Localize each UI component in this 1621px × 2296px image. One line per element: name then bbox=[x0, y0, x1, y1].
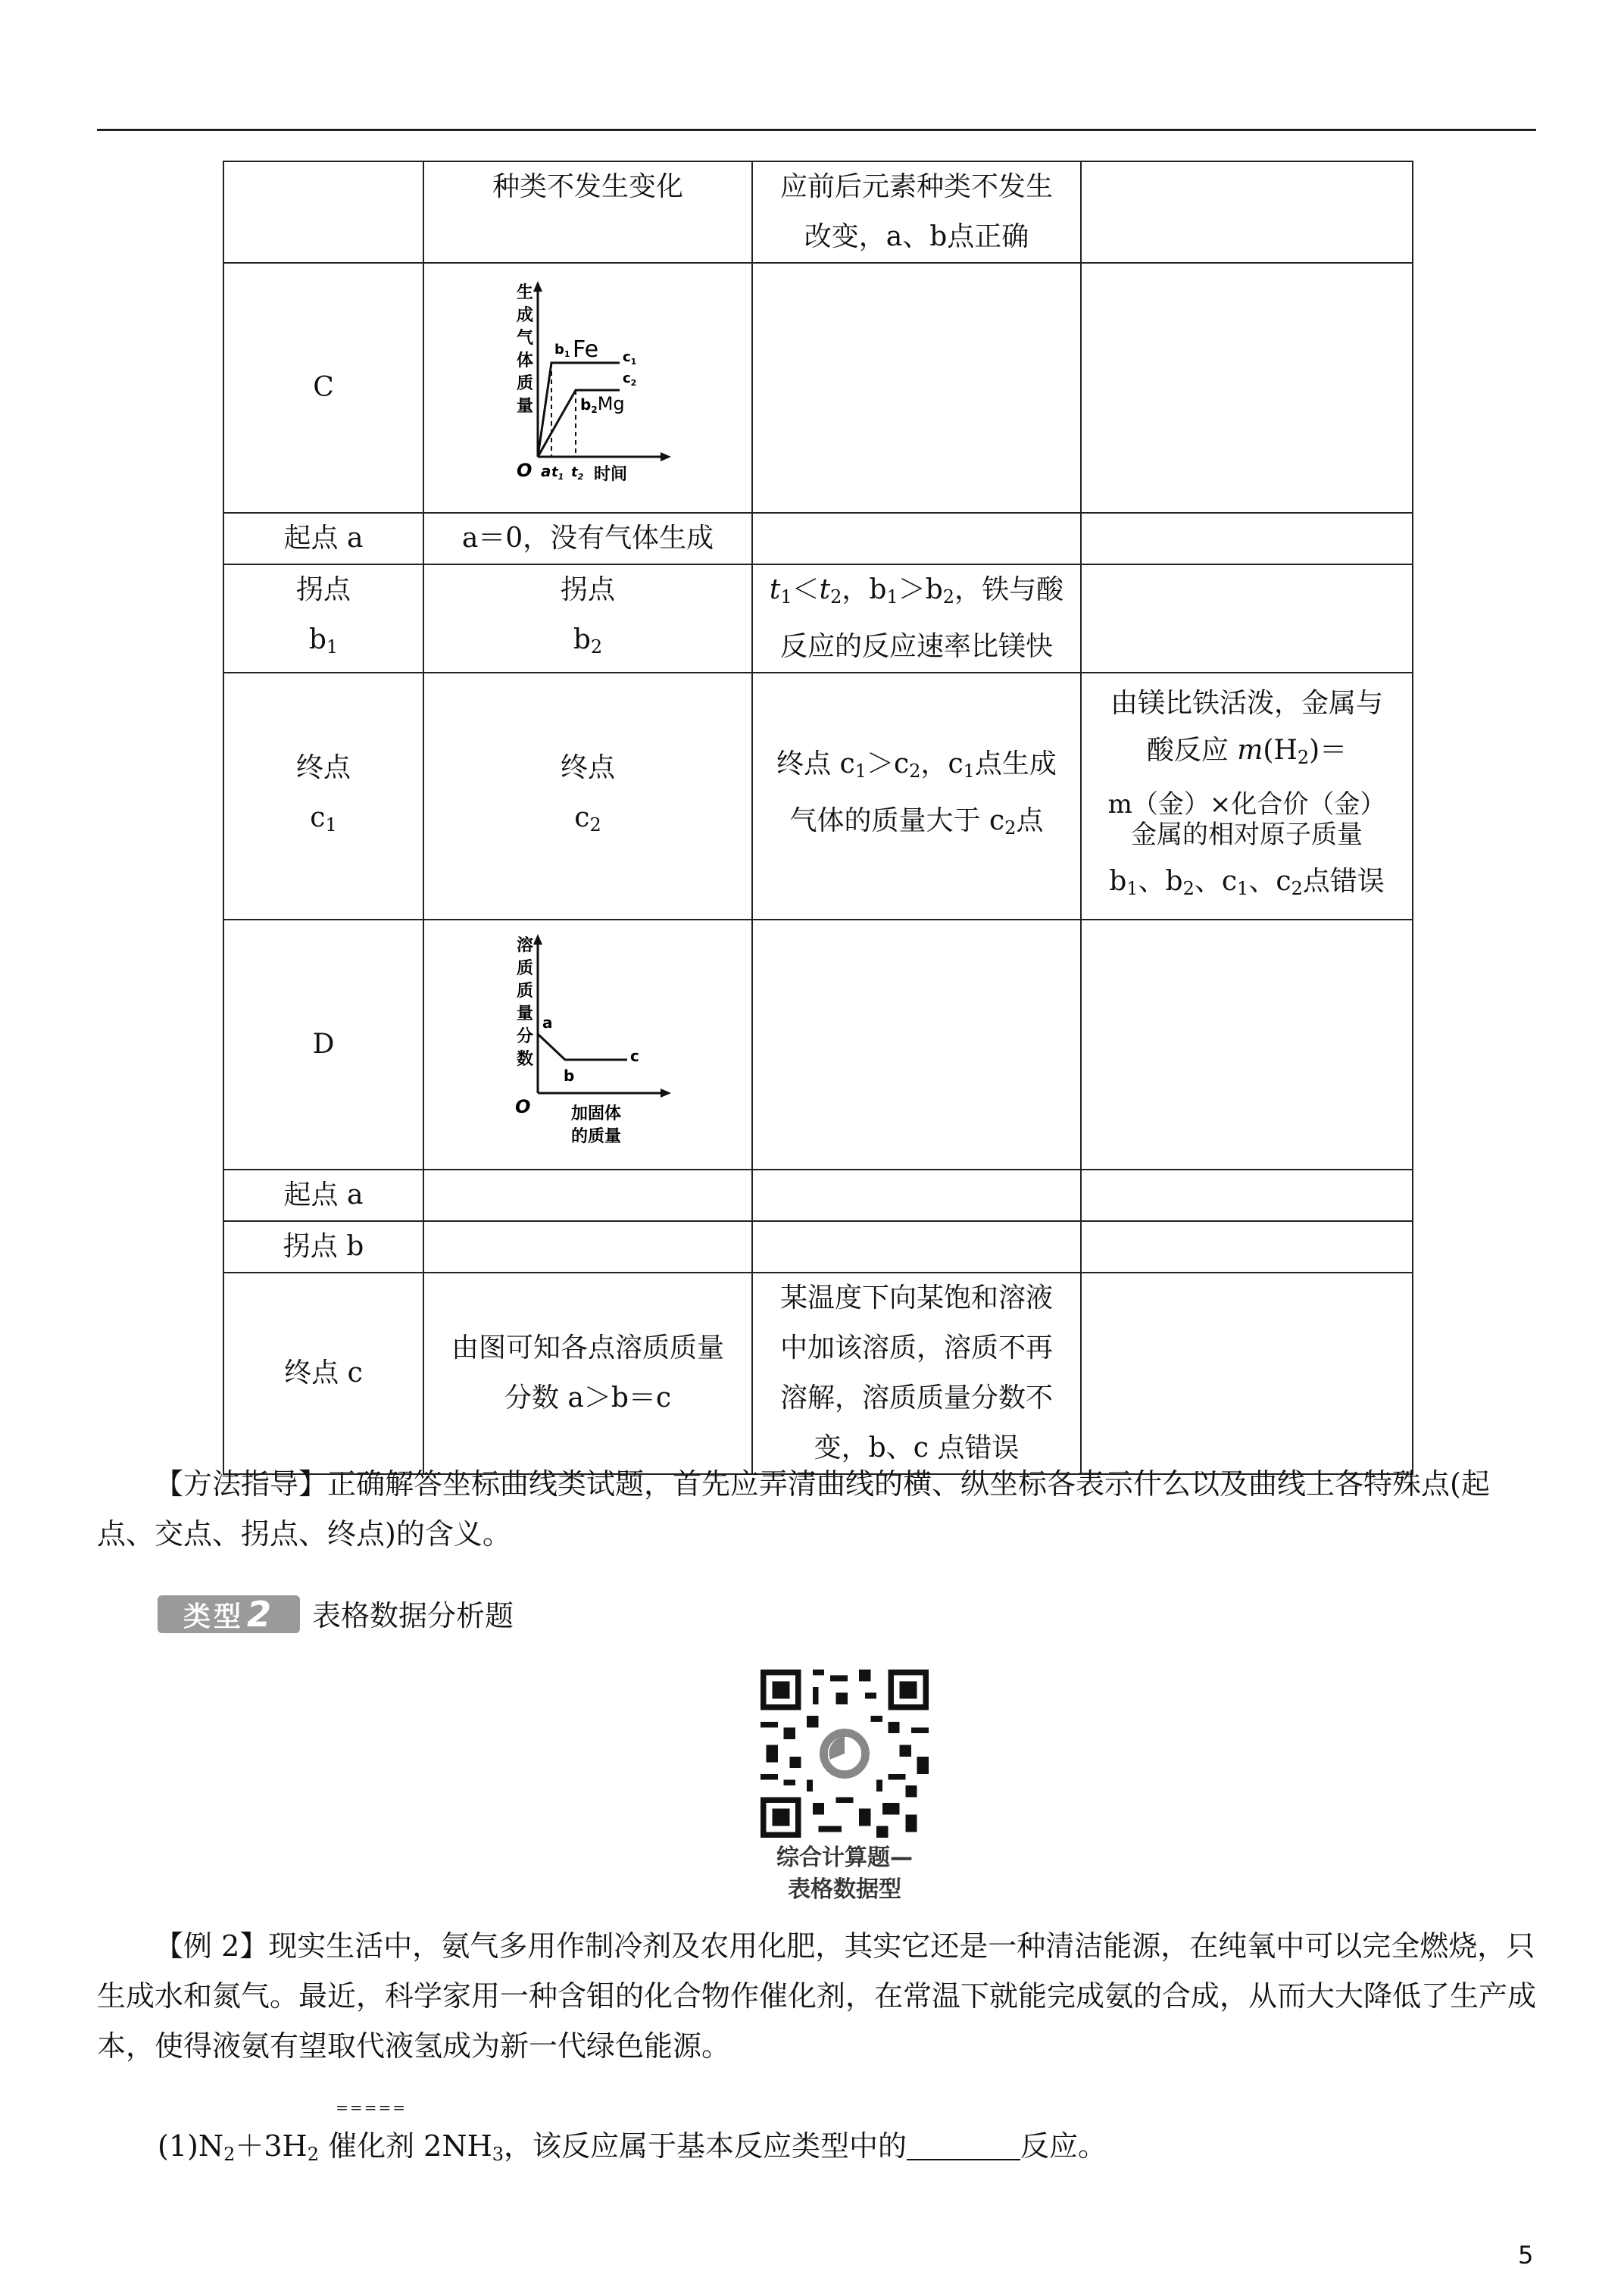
reaction-condition: ===== 催化剂 bbox=[328, 2098, 415, 2163]
x-axis-arrow bbox=[661, 452, 671, 461]
x-axis-arrow bbox=[661, 1089, 671, 1098]
fraction-denominator: 金属的相对原子质量 bbox=[1131, 820, 1363, 850]
table-row: 拐点 b bbox=[223, 1221, 1413, 1273]
table-row bbox=[223, 263, 1413, 513]
analysis-table bbox=[223, 161, 1413, 1475]
svg-text:质: 质 bbox=[517, 982, 534, 1001]
solute-fraction-graph bbox=[497, 931, 679, 1158]
svg-text:分: 分 bbox=[517, 1027, 534, 1046]
graph-cell bbox=[423, 920, 752, 1170]
table-cell: 应前后元素种类不发生 改变，a、b点正确 bbox=[752, 161, 1081, 263]
table-cell: 种类不发生变化 bbox=[423, 161, 752, 263]
type-badge: 类型 2 bbox=[158, 1595, 300, 1633]
y-axis-arrow bbox=[533, 934, 542, 945]
qr-code[interactable] bbox=[761, 1670, 929, 1838]
table-row: 终点 c 由图可知各点溶质质量 分数 a＞b＝c 某温度下向某饱和溶液 中加该溶质，溶质不再 溶解，溶质质量分数不 变，b、c 点错误 bbox=[223, 1273, 1413, 1474]
svg-text:量: 量 bbox=[517, 1004, 534, 1023]
t1-label: $t_1$ bbox=[551, 464, 564, 482]
svg-text:气: 气 bbox=[517, 329, 534, 348]
table-row bbox=[223, 161, 1413, 263]
answer-blank[interactable] bbox=[907, 2129, 1020, 2160]
y-axis-arrow bbox=[533, 281, 542, 292]
b-label: b bbox=[564, 1067, 575, 1085]
b2-mg-label: $b_2Mg$ bbox=[580, 393, 625, 415]
fraction-numerator: m（金）×化合价（金） bbox=[1107, 789, 1386, 820]
svg-text:数: 数 bbox=[517, 1050, 534, 1069]
row-label: D bbox=[223, 920, 423, 1170]
table-row: 终点 $c_1$ 终点 $c_2$ 终点 $c_1>c_2$，$c_1$点生成 气体的质量大于 $c_2$点 由镁比铁活泼，金属与 酸反应 $m(H_2)=$ m（金）×化合价（金） 金属的相对原子质量 $b_1$、$b_2$、$c_1$、$c_2$点错误 bbox=[223, 673, 1413, 920]
svg-text:量: 量 bbox=[517, 397, 534, 416]
row-label: C bbox=[223, 263, 423, 513]
page-number: 5 bbox=[1518, 2241, 1534, 2269]
graph-cell bbox=[423, 263, 752, 513]
c1-label: $c_1$ bbox=[623, 349, 637, 367]
svg-text:生: 生 bbox=[517, 283, 534, 302]
gas-mass-time-graph bbox=[497, 278, 679, 498]
y-axis-label bbox=[517, 936, 533, 1069]
x-axis-label: 时间 bbox=[594, 465, 628, 484]
a-label: a bbox=[541, 462, 551, 480]
table-row: 拐点 $b_1$ 拐点 $b_2$ $t_1<t_2$，$b_1>b_2$，铁与酸 反应的反应速率比镁快 bbox=[223, 564, 1413, 673]
table-row bbox=[223, 920, 1413, 1170]
origin-label: O bbox=[517, 460, 533, 481]
table-row: 起点 a a＝0，没有气体生成 bbox=[223, 513, 1413, 564]
x-axis-label-1: 加固体 bbox=[571, 1104, 622, 1123]
y-axis-label bbox=[517, 283, 534, 416]
svg-text:质: 质 bbox=[517, 959, 534, 978]
svg-text:溶: 溶 bbox=[517, 936, 534, 955]
c2-label: $c_2$ bbox=[623, 370, 637, 388]
svg-text:体: 体 bbox=[517, 351, 534, 370]
svg-text:成: 成 bbox=[517, 306, 534, 325]
origin-label: O bbox=[515, 1096, 531, 1117]
t2-label: $t_2$ bbox=[571, 464, 584, 482]
a-label: a bbox=[542, 1014, 553, 1032]
method-tip: 【方法指导】正确解答坐标曲线类试题，首先应弄清曲线的横、纵坐标各表示什么以及曲线上各特殊点(起点、交点、拐点、终点)的含义。 bbox=[97, 1467, 1490, 1551]
x-axis-label-2: 的质量 bbox=[571, 1127, 622, 1146]
svg-text:质: 质 bbox=[517, 374, 534, 393]
example-paragraph: 【例 2】现实生活中，氨气多用作制冷剂及农用化肥，其实它还是一种清洁能源，在纯氧中可以完全燃烧，只生成水和氮气。最近，科学家用一种含钼的化合物作催化剂，在常温下就能完成氨的合成，从而大大降低了生产成本，使得液氨有望取代液氢成为新一代绿色能源。 bbox=[97, 1929, 1537, 2063]
question-1: $(1)N_2+3H_2$ ===== 催化剂 $2NH_3$，该反应属于基本反应类型中的 反应。 bbox=[158, 2121, 1107, 2179]
header-rule bbox=[97, 129, 1536, 131]
fe-label: Fe bbox=[573, 336, 599, 363]
table-row: 起点 a bbox=[223, 1170, 1413, 1221]
qr-caption: 综合计算题— 表格数据型 bbox=[776, 1845, 913, 1903]
b1-label: $b_1$ bbox=[554, 342, 570, 359]
c-label: c bbox=[630, 1047, 639, 1065]
solute-curve bbox=[538, 1034, 627, 1060]
section-title: 表格数据分析题 bbox=[312, 1599, 514, 1632]
